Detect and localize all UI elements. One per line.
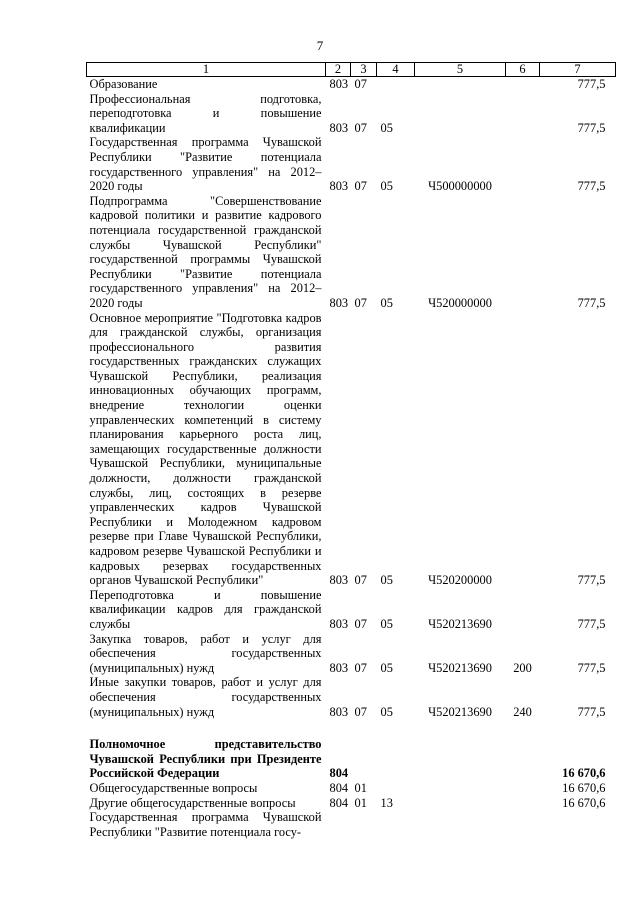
row-amount: 777,5: [577, 77, 606, 91]
row-subsection-code: 05: [380, 179, 393, 194]
row-amount: [540, 810, 616, 839]
row-expense-type: [506, 719, 540, 737]
header-col-2: 2: [326, 63, 351, 77]
header-col-4: 4: [377, 63, 415, 77]
row-ministry-code: 803: [329, 660, 349, 675]
table-row: [87, 92, 616, 136]
row-section-code: 07: [354, 120, 367, 135]
row-amount: 777,5: [577, 660, 606, 675]
row-expense-type: [506, 810, 540, 839]
row-name: Другие общегосударственные вопросы: [89, 795, 296, 810]
row-ministry-code: 803: [329, 295, 349, 310]
row-section-code: 07: [354, 295, 367, 310]
row-target-article: [415, 719, 506, 737]
row-target-article: Ч520000000: [428, 295, 492, 310]
row-section-code: 07: [354, 660, 367, 675]
table-row: [87, 796, 616, 811]
row-name: Закупка товаров, работ и услуг для обеспечения государственных (муниципальных) нужд: [89, 631, 322, 675]
row-target-article: Ч520200000: [428, 573, 492, 588]
budget-table: [86, 62, 616, 839]
row-amount: 16 670,6: [562, 795, 606, 810]
row-ministry-code: 804: [329, 795, 349, 810]
row-subsection-code: 05: [380, 120, 393, 135]
row-target-article: [415, 77, 506, 92]
row-subsection-code: 05: [380, 660, 393, 675]
row-ministry-code: [326, 810, 351, 839]
row-section-code: 07: [354, 573, 367, 588]
table-row: [87, 77, 616, 92]
row-subsection-code: 05: [380, 704, 393, 719]
row-name: Общегосударственные вопросы: [89, 780, 258, 795]
row-subsection-code: 13: [380, 795, 393, 810]
row-name: Иные закупки товаров, работ и услуг для обеспечения государственных (муниципальных) нужд: [89, 675, 322, 719]
row-subsection-code: [377, 810, 415, 839]
row-section-code: 01: [354, 780, 367, 795]
row-target-article: [415, 737, 506, 781]
table-row: [87, 675, 616, 719]
header-col-3: 3: [351, 63, 377, 77]
row-expense-type: [506, 92, 540, 136]
row-name: Подпрограмма "Совершенствование кадровой политики и развитие кадрового потенциала государственной гражданской службы Чувашской Республики" государственной программы Чувашской Республики "Развитие потенциала государственного управления" на 2012–2020 годы: [89, 193, 322, 310]
row-ministry-code: 803: [329, 77, 349, 91]
row-amount: 777,5: [577, 295, 606, 310]
row-ministry-code: 803: [329, 704, 349, 719]
row-name: Переподготовка и повышение квалификации кадров для гражданской службы: [89, 587, 322, 631]
row-ministry-code: 803: [329, 120, 349, 135]
row-section-code: 07: [354, 179, 367, 194]
row-subsection-code: [377, 737, 415, 781]
row-ministry-code: 804: [329, 766, 349, 781]
row-name: Государственная программа Чувашской Республики "Развитие потенциала государственного управления" на 2012–2020 годы: [89, 135, 322, 194]
table-row: [87, 194, 616, 311]
row-target-article: [415, 781, 506, 796]
row-name: Основное мероприятие "Подготовка кадров для гражданской службы, организация профессионального развития государственных гражданских служащих Чувашской Республики, реализация инновационных обучающих программ, внедрение технологии оценки управленческих компетенций в систему планирования карьерного роста лиц, замещающих государственные должности Чувашской Республики, муниципальные должности, должности гражданской службы, лиц, состоящих в резерве управленческих кадров Чувашской Республики и Молодежном кадровом резерве при Главе Чувашской Республики, кадровом резерве Чувашской Республики и кадровых резервах государственных органов Чувашской Республики": [89, 310, 322, 588]
row-section-code: 01: [354, 795, 367, 810]
table-row: [87, 588, 616, 632]
row-expense-type: [506, 194, 540, 311]
row-subsection-code: [377, 77, 415, 92]
row-amount: 16 670,6: [562, 780, 606, 795]
row-target-article: [415, 796, 506, 811]
row-expense-type: 200: [513, 660, 532, 675]
row-section-code: [351, 719, 377, 737]
table-row: [87, 632, 616, 676]
row-expense-type: [506, 781, 540, 796]
row-name: Образование: [89, 77, 158, 91]
table-row: [87, 781, 616, 796]
row-name: Профессиональная подготовка, переподготовка и повышение квалификации: [89, 91, 322, 135]
table-row: [87, 135, 616, 193]
row-amount: 777,5: [577, 179, 606, 194]
row-ministry-code: 803: [329, 573, 349, 588]
row-section-code: 07: [354, 616, 367, 631]
row-expense-type: [506, 77, 540, 92]
row-name: Полномочное представительство Чувашской Республики при Президенте Российской Федерации: [89, 737, 322, 781]
row-subsection-code: 05: [380, 616, 393, 631]
row-subsection-code: 05: [380, 573, 393, 588]
row-target-article: Ч520213690: [428, 616, 492, 631]
row-target-article: Ч520213690: [428, 704, 492, 719]
row-name: [87, 719, 326, 737]
page-number: 7: [316, 38, 324, 53]
row-section-code: [351, 737, 377, 781]
table-row: [87, 311, 616, 588]
header-col-5: 5: [415, 63, 506, 77]
row-subsection-code: [377, 781, 415, 796]
row-subsection-code: 05: [380, 295, 393, 310]
row-amount: 16 670,6: [562, 766, 606, 781]
row-expense-type: [506, 135, 540, 193]
row-target-article: Ч500000000: [428, 179, 492, 194]
row-section-code: 07: [354, 704, 367, 719]
table-row: [87, 810, 616, 839]
row-ministry-code: 803: [329, 616, 349, 631]
row-target-article: [415, 810, 506, 839]
row-expense-type: [506, 588, 540, 632]
row-ministry-code: 804: [329, 780, 349, 795]
table-row: [87, 719, 616, 737]
row-expense-type: [506, 796, 540, 811]
header-col-6: 6: [506, 63, 540, 77]
row-amount: 777,5: [577, 704, 606, 719]
row-amount: 777,5: [577, 573, 606, 588]
header-row: [87, 63, 616, 77]
row-section-code: [351, 810, 377, 839]
row-amount: 777,5: [577, 120, 606, 135]
row-ministry-code: 803: [329, 179, 349, 194]
row-amount: [540, 719, 616, 737]
row-ministry-code: [326, 719, 351, 737]
table-body: [87, 77, 616, 840]
row-expense-type: [506, 311, 540, 588]
row-amount: 777,5: [577, 616, 606, 631]
table-row: [87, 737, 616, 781]
row-name: Государственная программа Чувашской Республики "Развитие потенциала госу-: [89, 810, 322, 839]
header-col-1: 1: [87, 63, 326, 77]
row-expense-type: 240: [513, 704, 532, 719]
row-section-code: 07: [354, 77, 367, 91]
row-target-article: Ч520213690: [428, 660, 492, 675]
header-col-7: 7: [540, 63, 616, 77]
row-subsection-code: [377, 719, 415, 737]
row-target-article: [415, 92, 506, 136]
row-expense-type: [506, 737, 540, 781]
